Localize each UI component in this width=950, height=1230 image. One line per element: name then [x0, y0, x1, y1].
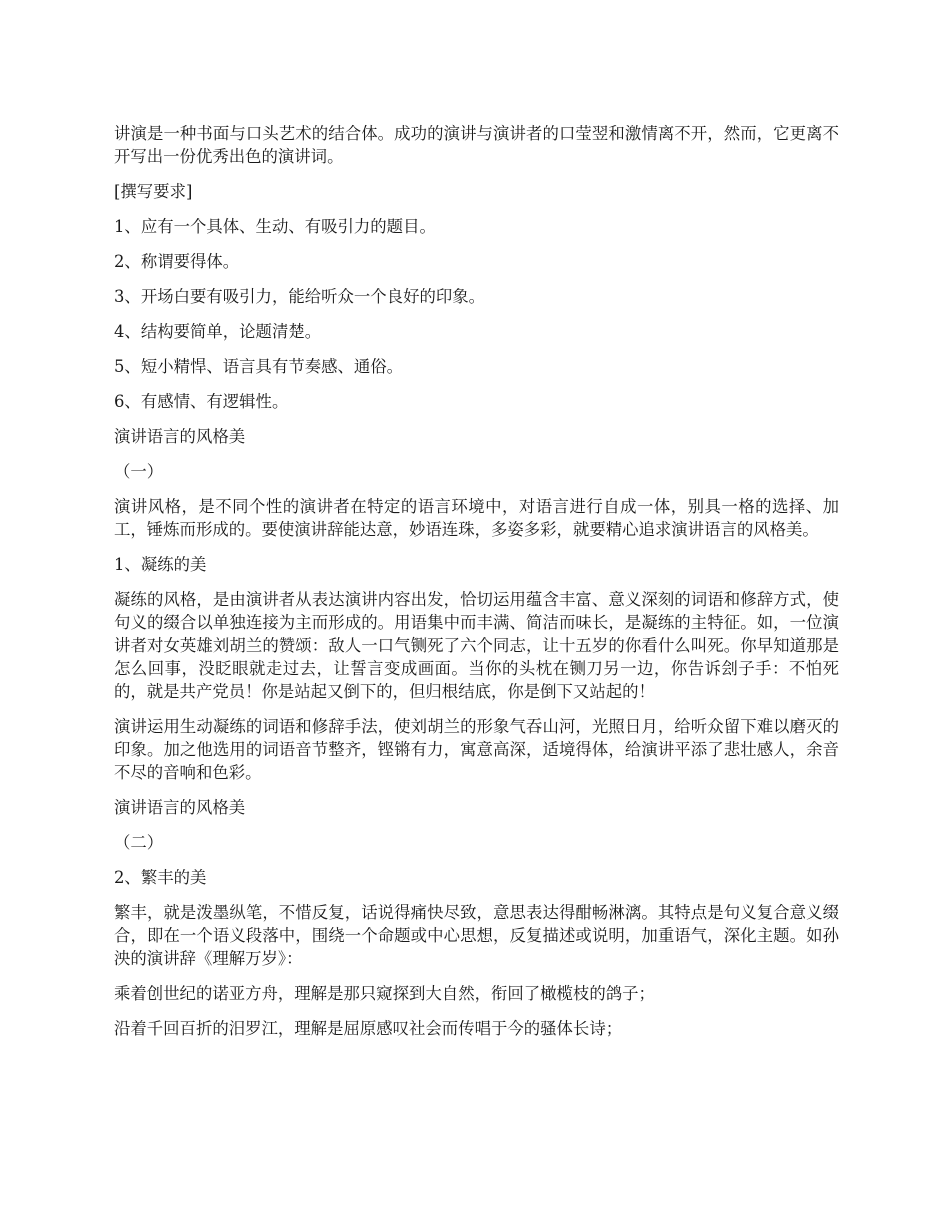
section-title-style-beauty-2: 演讲语言的风格美: [114, 798, 246, 817]
section-title-style-beauty: 演讲语言的风格美: [114, 427, 246, 446]
subheading-rich-beauty: 2、繁丰的美: [114, 868, 207, 887]
requirement-item-6: 6、有感情、有逻辑性。: [114, 392, 289, 411]
requirement-item-1: 1、应有一个具体、生动、有吸引力的题目。: [114, 217, 436, 236]
section-number-two: （二）: [114, 833, 164, 852]
style-definition-paragraph: 演讲风格，是不同个性的演讲者在特定的语言环境中，对语言进行自成一体，别具一格的选择、加工，锤炼而形成的。要使演讲辞能达意，妙语连珠，多姿多彩，就要精心追求演讲语言的风格美。: [114, 497, 839, 539]
requirement-item-5: 5、短小精悍、语言具有节奏感、通俗。: [114, 357, 404, 376]
quote-line-miluo-river: 沿着千回百折的汨罗江，理解是屈原感叹社会而传唱于今的骚体长诗；: [114, 1019, 623, 1038]
intro-paragraph: 讲演是一种书面与口头艺术的结合体。成功的演讲与演讲者的口莹翌和激情离不开，然而，它更离不开写出一份优秀出色的演讲词。: [114, 124, 839, 166]
requirement-item-2: 2、称谓要得体。: [114, 252, 240, 271]
requirement-item-3: 3、开场白要有吸引力，能给听众一个良好的印象。: [114, 287, 486, 306]
quote-line-noah-ark: 乘着创世纪的诺亚方舟，理解是那只窥探到大自然，衔回了橄榄枝的鸽子；: [114, 984, 655, 1003]
subheading-concise-beauty: 1、凝练的美: [114, 555, 207, 574]
section-heading-writing-requirements: [撰写要求]: [114, 182, 193, 201]
document-body: [114, 122, 839, 1040]
section-number-one: （一）: [114, 462, 164, 481]
concise-analysis-paragraph: 演讲运用生动凝练的词语和修辞手法，使刘胡兰的形象气吞山河，光照日月，给听众留下难以磨灭的印象。加之他选用的词语音节整齐，铿锵有力，寓意高深，适境得体，给演讲平添了悲壮感人，余音不尽的音响和色彩。: [114, 717, 839, 782]
concise-style-paragraph: 凝练的风格，是由演讲者从表达演讲内容出发，恰切运用蕴含丰富、意义深刻的词语和修辞方式，使句义的缀合以单独连接为主而形成的。用语集中而丰满、简洁而味长，是凝练的主特征。如，一位演讲者对女英雄刘胡兰的赞颂：敌人一口气铡死了六个同志，让十五岁的你看什么叫死。你早知道那是怎么回事，没眨眼就走过去，让誓言变成画面。当你的头枕在铡刀另一边，你告诉刽子手：不怕死的，就是共产党员！你是站起又倒下的，但归根结底，你是倒下又站起的！: [114, 590, 839, 701]
rich-style-paragraph: 繁丰，就是泼墨纵笔，不惜反复，话说得痛快尽致，意思表达得酣畅淋漓。其特点是句义复合意义缀合，即在一个语义段落中，围绕一个命题或中心思想，反复描述或说明，加重语气，深化主题。如孙泱的演讲辞《理解万岁》：: [114, 903, 839, 968]
requirement-item-4: 4、结构要简单，论题清楚。: [114, 322, 322, 341]
